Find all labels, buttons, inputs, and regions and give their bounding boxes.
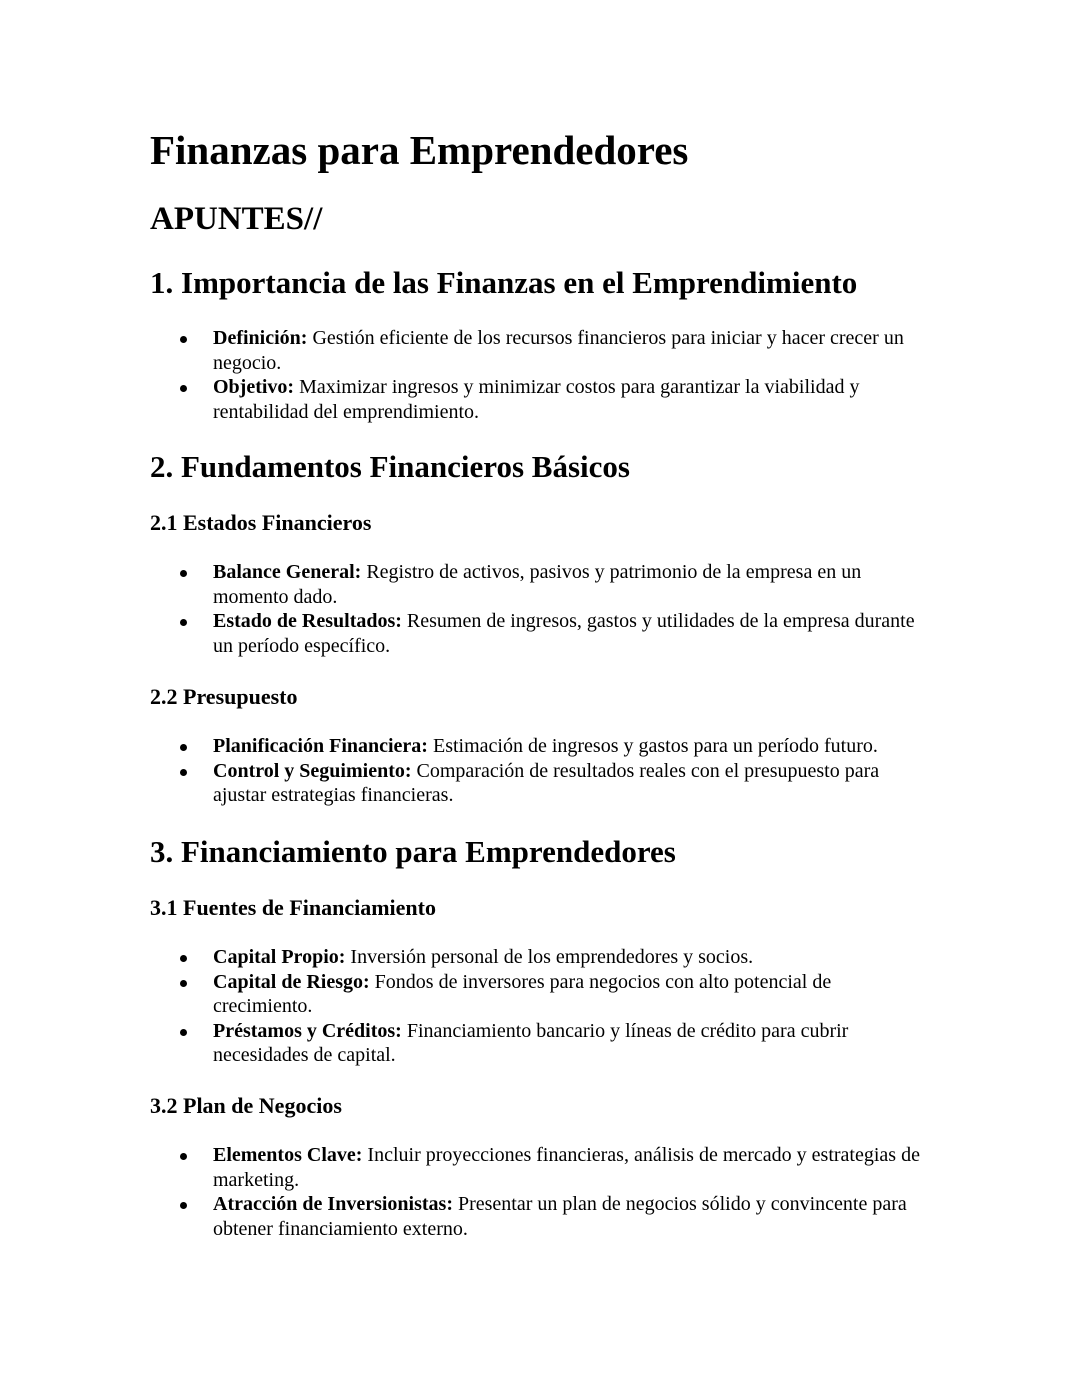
list-item [150, 734, 928, 759]
bullet-icon [180, 1029, 187, 1036]
subsection-3-2 [150, 1092, 950, 1241]
bullet-icon [180, 744, 187, 751]
item-text: Fondos de inversores para negocios con alto potencial de crecimiento. [213, 970, 832, 1017]
subsection-heading: 3.2 Plan de Negocios [150, 1093, 342, 1118]
list-item [150, 609, 928, 658]
document-subtitle: APUNTES// [150, 201, 323, 237]
list-item [150, 970, 928, 1019]
item-text: Estimación de ingresos y gastos para un período futuro. [427, 735, 878, 757]
list-item [150, 759, 928, 808]
bullet-icon [180, 385, 187, 392]
item-term: Elementos Clave: [213, 1144, 363, 1166]
list-item [150, 1143, 928, 1192]
list-item [150, 1192, 928, 1241]
document-title: Finanzas para Emprendedores [150, 127, 689, 173]
item-text: Incluir proyecciones financieras, análisis de mercado y estrategias de marketing. [213, 1144, 920, 1191]
section-1 [150, 263, 950, 424]
section-2 [150, 447, 950, 487]
section-heading: 2. Fundamentos Financieros Básicos [150, 449, 630, 484]
item-text: Resumen de ingresos, gastos y utilidades de la empresa durante un período específico. [213, 610, 915, 657]
item-term: Atracción de Inversionistas: [213, 1193, 453, 1215]
section-3 [150, 832, 950, 872]
subsection-2-2 [150, 683, 950, 808]
bullet-icon [180, 336, 187, 343]
list-item [150, 326, 928, 375]
item-term: Estado de Resultados: [213, 610, 402, 632]
item-term: Objetivo: [213, 376, 295, 398]
section-heading: 3. Financiamiento para Emprendedores [150, 834, 676, 869]
list-item [150, 560, 928, 609]
item-text: Inversión personal de los emprendedores y socios. [345, 946, 754, 968]
subsection-heading: 3.1 Fuentes de Financiamiento [150, 895, 436, 920]
bullet-list [150, 560, 950, 658]
item-term: Definición: [213, 327, 308, 349]
list-item [150, 1019, 928, 1068]
bullet-list [150, 1143, 950, 1241]
bullet-icon [180, 1153, 187, 1160]
list-item [150, 945, 928, 970]
subsection-3-1 [150, 894, 950, 1068]
item-term: Préstamos y Créditos: [213, 1019, 402, 1042]
bullet-list [150, 945, 950, 1068]
item-text: Registro de activos, pasivos y patrimonio de la empresa en un momento dado. [213, 561, 862, 608]
item-text: Maximizar ingresos y minimizar costos para garantizar la viabilidad y rentabilidad del emprendimiento. [213, 376, 860, 423]
section-heading: 1. Importancia de las Finanzas en el Emprendimiento [150, 265, 858, 300]
subsection-2-1 [150, 509, 950, 658]
bullet-icon [180, 980, 187, 987]
bullet-list [150, 734, 950, 808]
bullet-icon [180, 619, 187, 626]
bullet-icon [180, 1202, 187, 1209]
item-text: Financiamiento bancario y líneas de crédito para cubrir necesidades de capital. [213, 1019, 849, 1066]
bullet-list [150, 326, 950, 424]
item-term: Planificación Financiera: [213, 735, 428, 757]
item-text: Presentar un plan de negocios sólido y convincente para obtener financiamiento externo. [213, 1193, 907, 1240]
bullet-icon [180, 570, 187, 577]
list-item [150, 375, 928, 424]
item-term: Balance General: [213, 561, 362, 583]
subsection-heading: 2.2 Presupuesto [150, 684, 298, 709]
item-term: Capital de Riesgo: [213, 970, 370, 993]
bullet-icon [180, 769, 187, 776]
item-term: Control y Seguimiento: [213, 759, 412, 782]
subsection-heading: 2.1 Estados Financieros [150, 510, 372, 535]
item-term: Capital Propio: [213, 946, 346, 968]
item-text: Gestión eficiente de los recursos financieros para iniciar y hacer crecer un negocio. [213, 327, 904, 374]
item-text: Comparación de resultados reales con el presupuesto para ajustar estrategias financieras. [213, 759, 880, 806]
bullet-icon [180, 955, 187, 962]
